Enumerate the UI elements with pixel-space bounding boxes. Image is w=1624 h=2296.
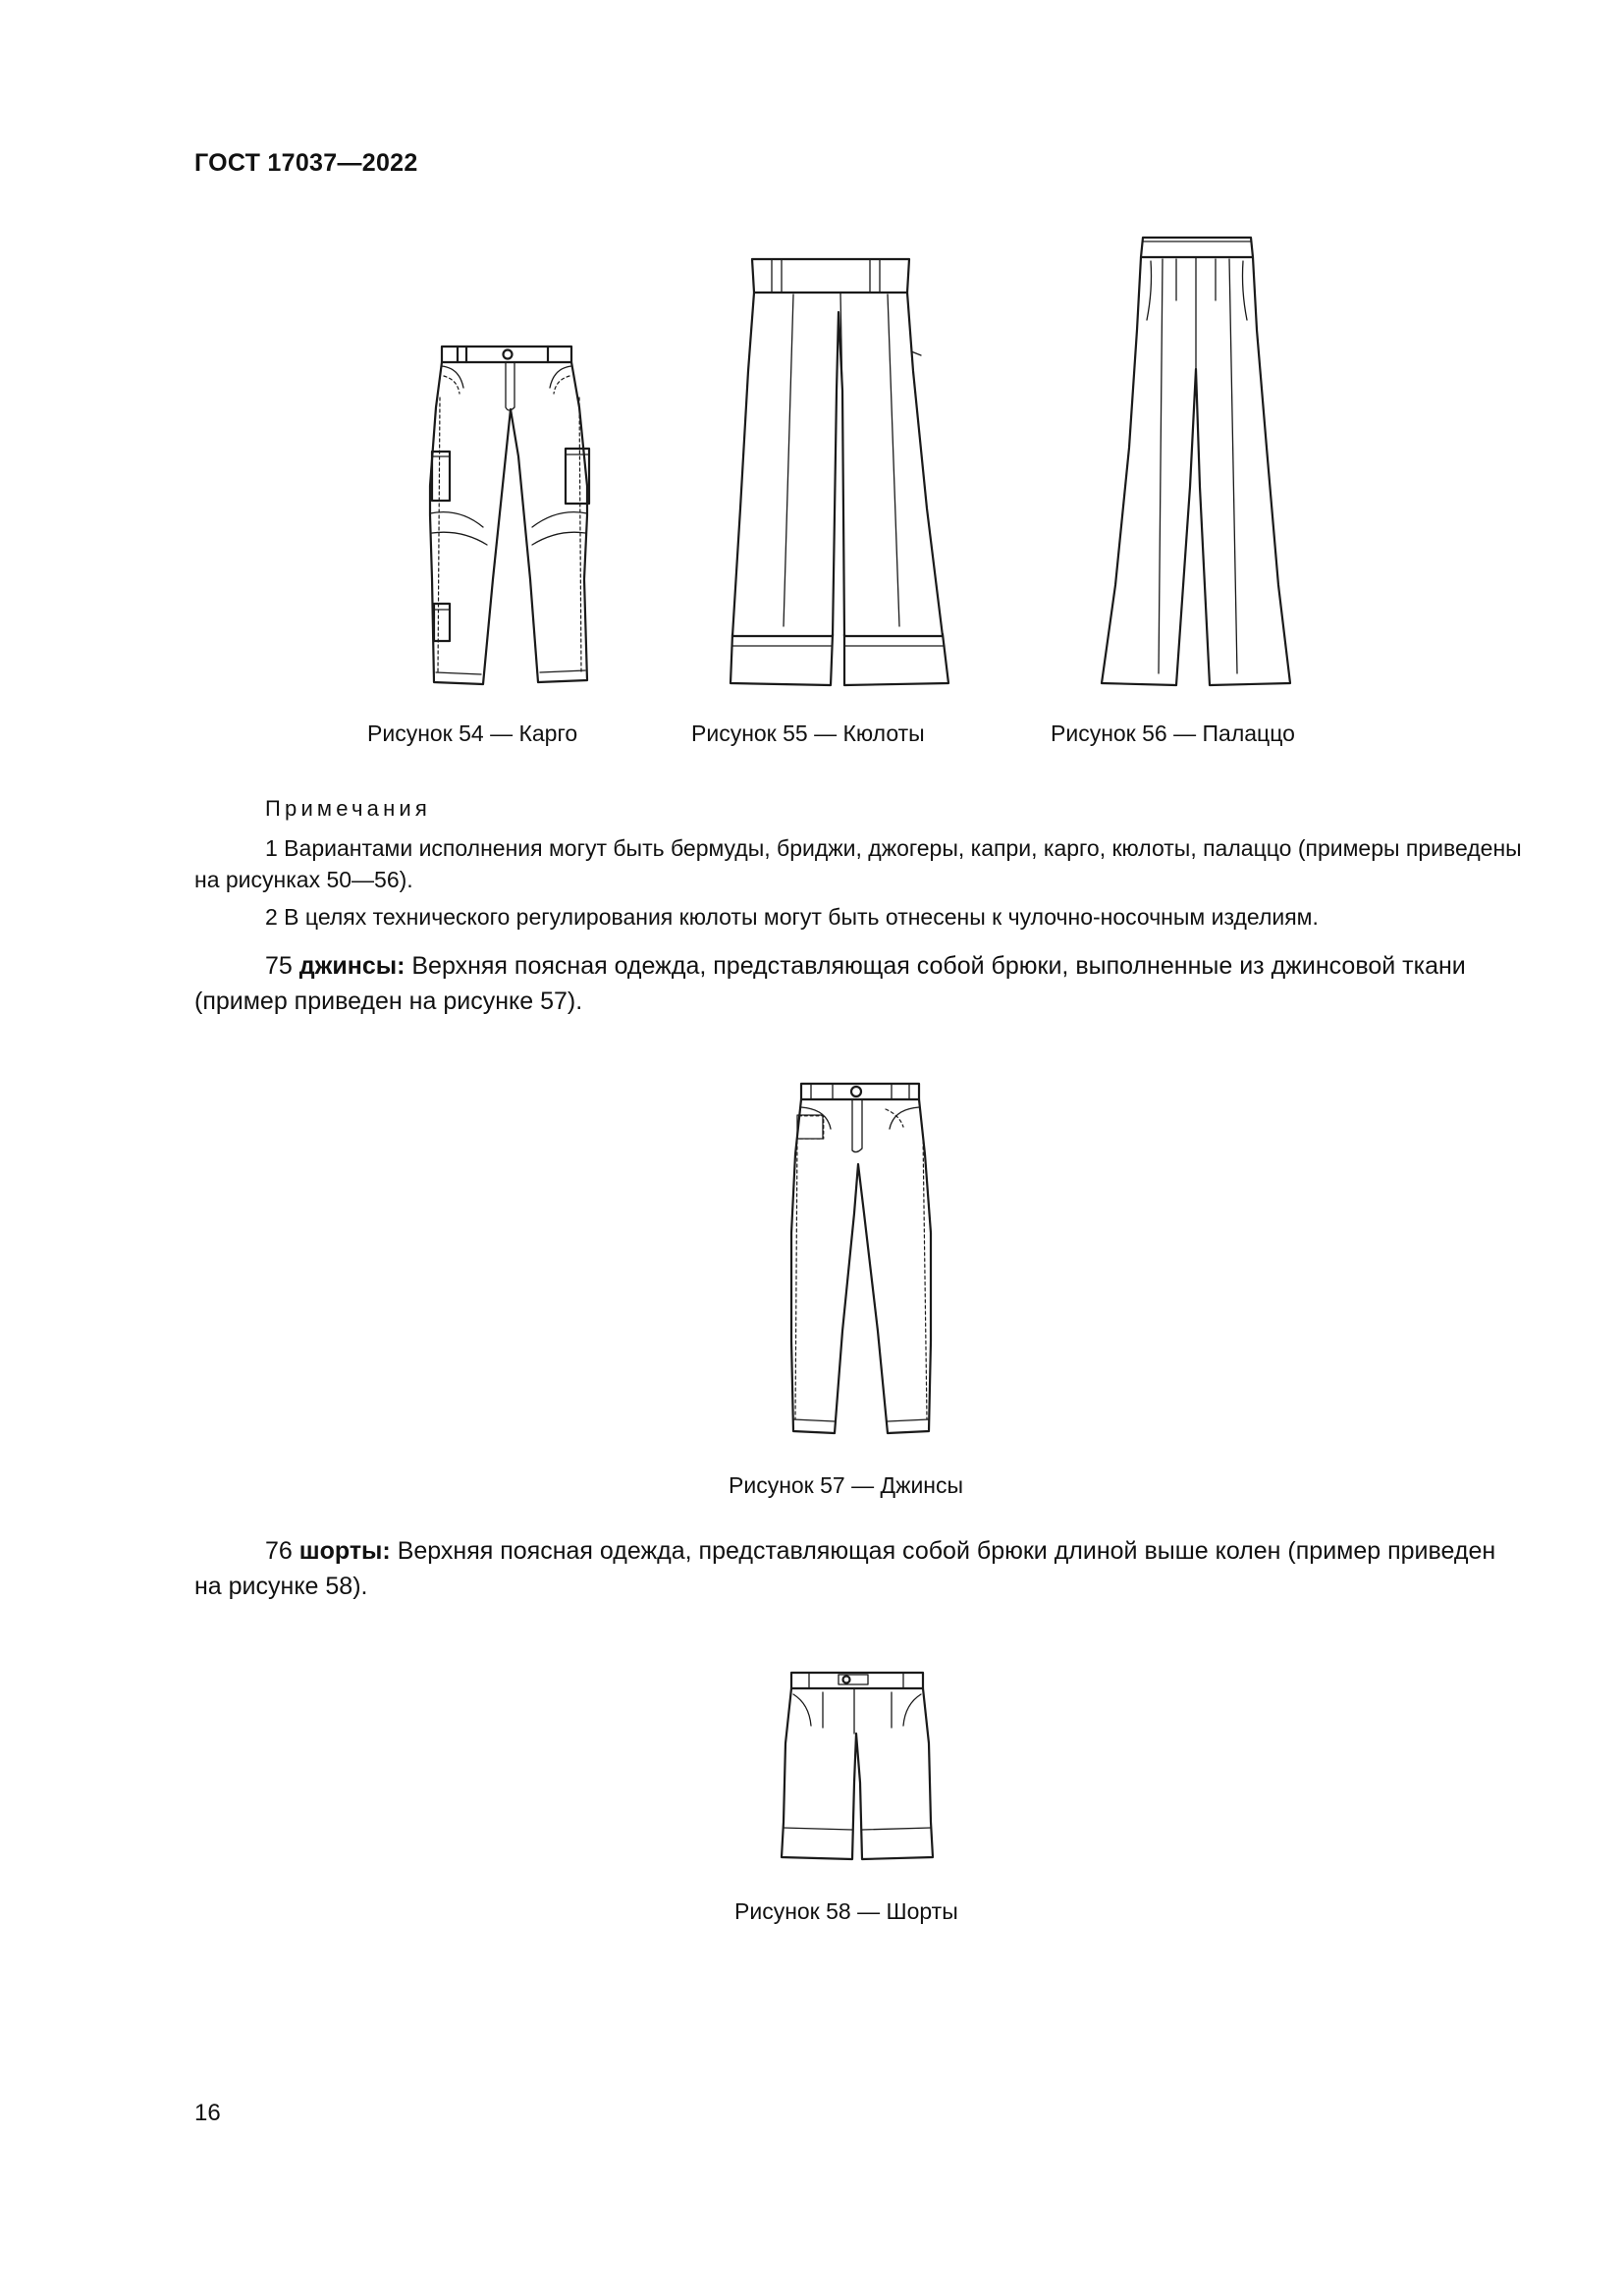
term-75-definition: Верхняя поясная одежда, представляющая собой брюки, выполненные из джинсовой ткани (пример приведен на рисунке 57). [194,952,1466,1015]
term-75-label: джинсы: [298,952,406,980]
palazzo-pants-illustration [1094,232,1300,693]
term-76-label: шорты: [298,1537,391,1565]
jeans-illustration [784,1076,937,1439]
figure-56-caption: Рисунок 56 — Палаццо [1051,721,1295,746]
page-number: 16 [194,2100,221,2126]
figure-58-caption: Рисунок 58 — Шорты [734,1898,958,1924]
term-76-paragraph [194,1533,1522,1604]
figure-54-caption: Рисунок 54 — Карго [367,721,578,746]
culottes-illustration [705,253,950,691]
term-76-number: 76 [265,1537,293,1565]
term-76-definition: Верхняя поясная одежда, представляющая собой брюки длиной выше колен (пример приведен на рисунке 58). [194,1537,1496,1600]
figure-57-caption: Рисунок 57 — Джинсы [729,1472,964,1498]
term-75-paragraph [194,948,1522,1019]
cargo-pants-illustration [422,339,599,692]
term-75-number: 75 [265,952,293,980]
note-1: 1 Вариантами исполнения могут быть бермуды, бриджи, джогеры, капри, карго, кюлоты, палаццо (примеры приведены на рисунках 50—56). [194,835,1522,892]
document-header: ГОСТ 17037—2022 [194,149,418,177]
figure-55-caption: Рисунок 55 — Кюлоты [691,721,925,746]
note-2: 2 В целях технического регулирования кюлоты могут быть отнесены к чулочно-носочным изделиям. [265,904,1319,930]
shorts-illustration [770,1665,943,1861]
notes-title: Примечания [265,796,432,821]
